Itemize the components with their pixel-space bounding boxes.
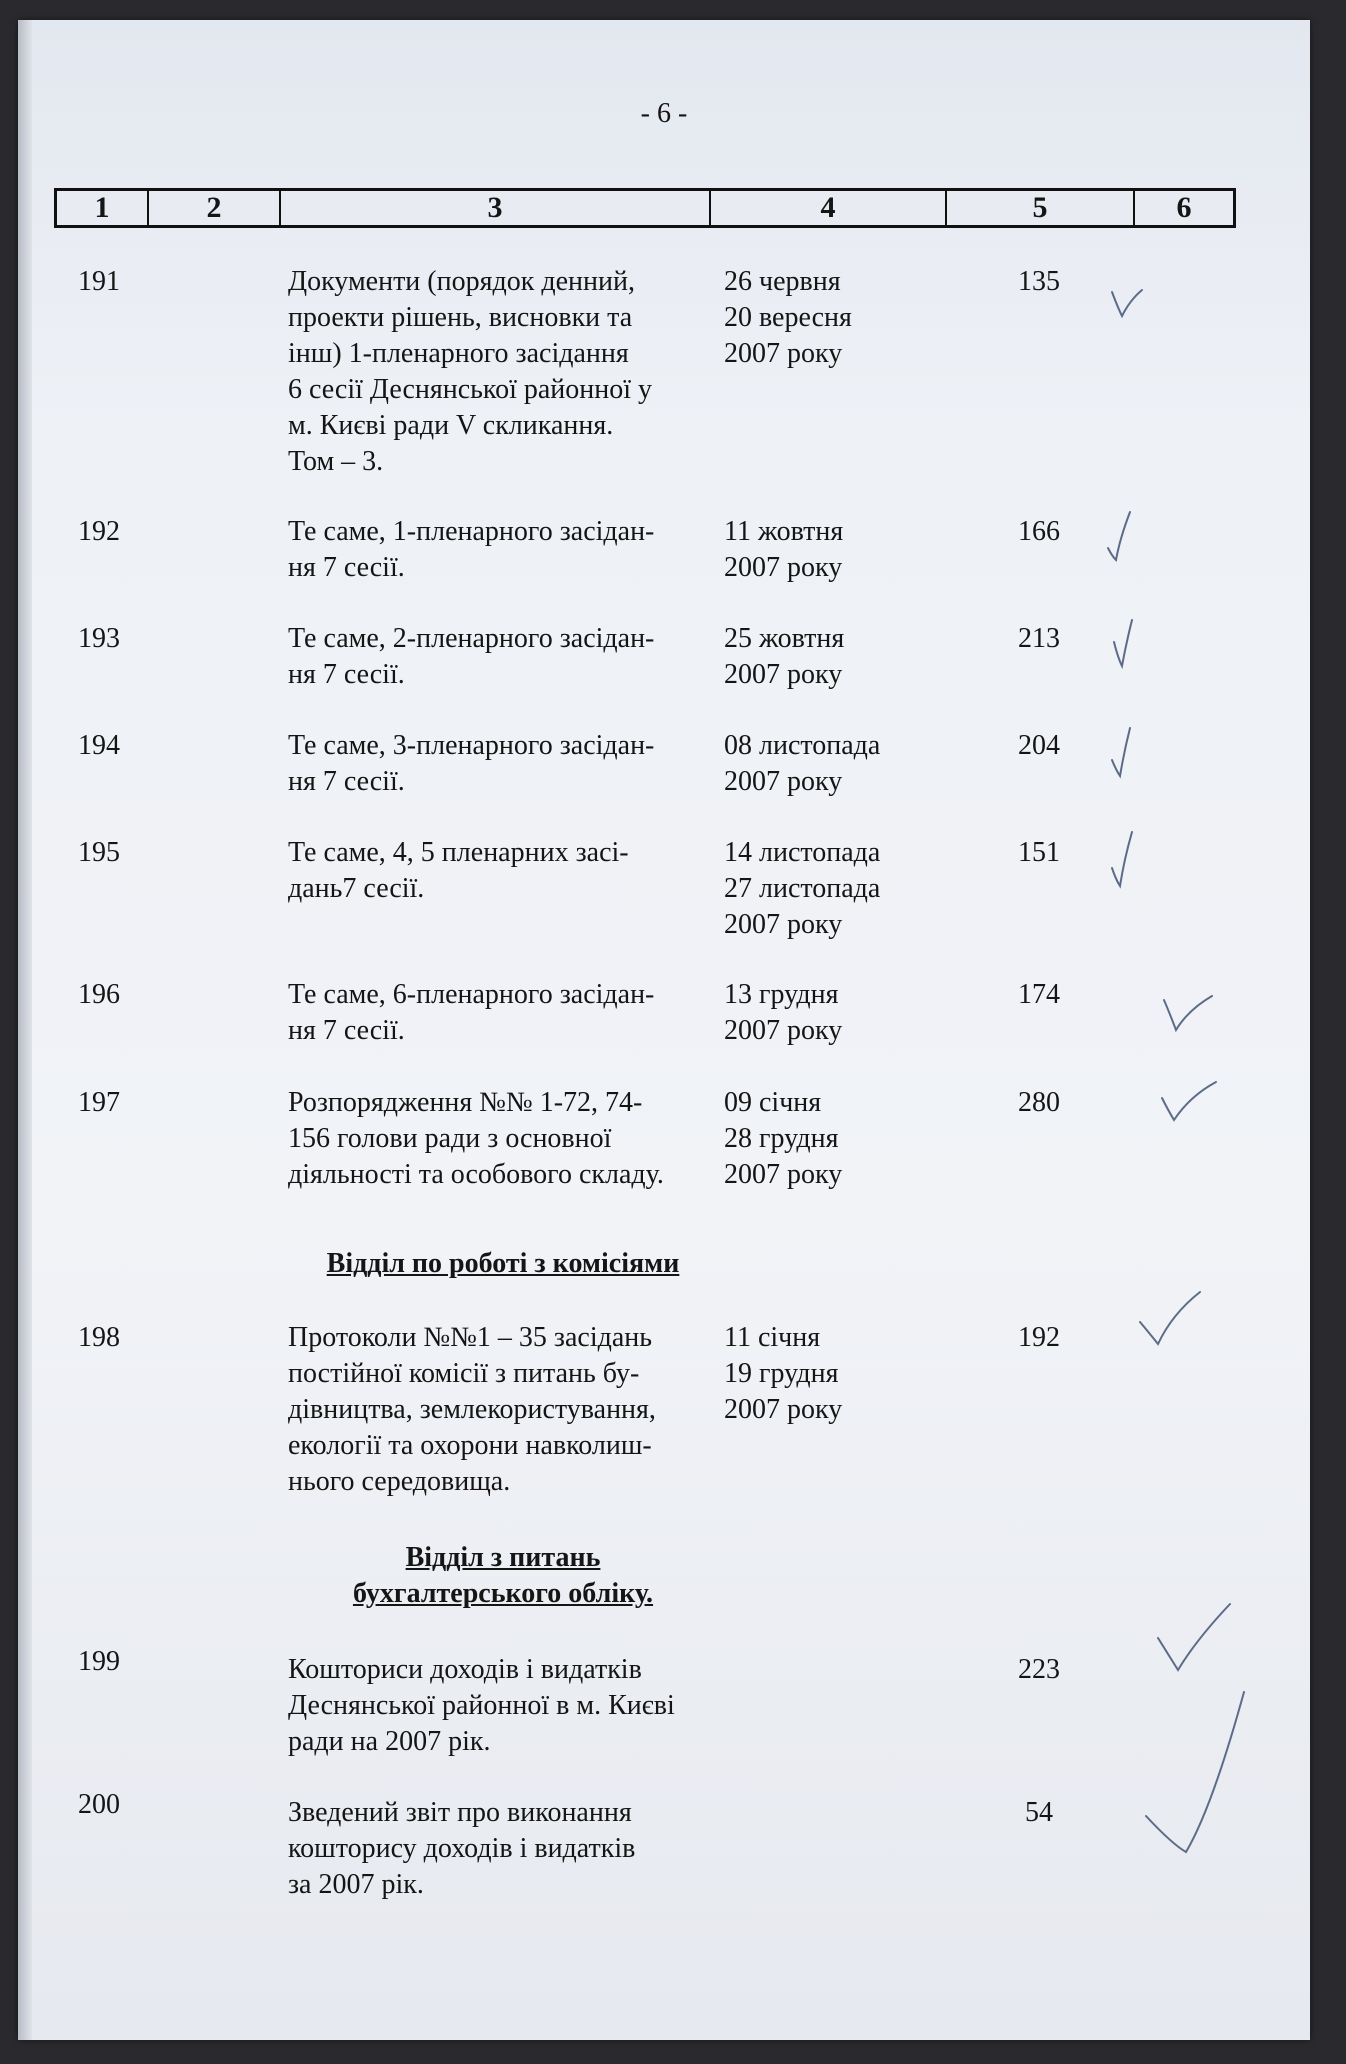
- row-description: Те саме, 6-пленарного засідан- ня 7 сесії.: [288, 979, 655, 1046]
- row-number: 194: [78, 730, 120, 761]
- row-description: Протоколи №№1 – 35 засідань постійної комісії з питань бу- дівництва, землекористування, екології та охорони навколиш- нього середовища.: [288, 1322, 656, 1497]
- page-edge-shadow: [18, 20, 32, 2040]
- checkmark-icon: [1154, 1600, 1236, 1676]
- row-number: 192: [78, 516, 120, 547]
- row-description: Те саме, 3-пленарного засідан- ня 7 сесії.: [288, 730, 655, 797]
- row-number: 196: [78, 979, 120, 1010]
- checkmark-icon: [1110, 616, 1150, 676]
- row-description: Те саме, 2-пленарного засідан- ня 7 сесії.: [288, 623, 655, 690]
- row-dates: 13 грудня 2007 року: [724, 979, 843, 1046]
- checkmark-icon: [1108, 286, 1148, 326]
- checkmark-icon: [1158, 1078, 1222, 1128]
- row-number: 191: [78, 266, 120, 297]
- header-col-6: 6: [1176, 191, 1192, 224]
- header-col-3: 3: [281, 191, 711, 225]
- row-dates: 26 червня 20 вересня 2007 року: [724, 266, 852, 369]
- row-sheet-count: 192: [1018, 1322, 1060, 1353]
- section-heading: Відділ по роботі з комісіями: [326, 1248, 680, 1279]
- header-col-2: 2: [149, 191, 281, 225]
- header-col-1: 1: [57, 191, 149, 225]
- row-description: Зведений звіт про виконання кошторису доходів і видатків за 2007 рік.: [288, 1797, 636, 1900]
- checkmark-icon: [1160, 990, 1220, 1040]
- header-col-4: 4: [711, 191, 947, 225]
- row-dates: 08 листопада 2007 року: [724, 730, 881, 797]
- row-number: 199: [78, 1646, 120, 1677]
- document-page: [18, 20, 1310, 2040]
- row-sheet-count: 280: [1018, 1087, 1060, 1118]
- column-header-table: [54, 188, 1236, 228]
- row-sheet-count: 223: [1018, 1654, 1060, 1685]
- section-heading: Відділ з питань бухгалтерського обліку.: [352, 1542, 654, 1609]
- row-dates: 11 жовтня 2007 року: [724, 516, 844, 583]
- row-dates: 09 січня 28 грудня 2007 року: [724, 1087, 843, 1190]
- row-sheet-count: 54: [1025, 1797, 1053, 1828]
- row-sheet-count: 204: [1018, 730, 1060, 761]
- checkmark-icon: [1108, 828, 1148, 892]
- header-col-5: 5: [947, 191, 1135, 225]
- row-description: Те саме, 4, 5 пленарних засі- дань7 сесії.: [288, 837, 629, 904]
- row-description: Кошториси доходів і видатків Деснянської районної в м. Києві ради на 2007 рік.: [288, 1654, 675, 1757]
- page-number: - 6 -: [640, 98, 688, 129]
- row-dates: 14 листопада 27 листопада 2007 року: [724, 837, 881, 940]
- row-dates: 25 жовтня 2007 року: [724, 623, 845, 690]
- checkmark-icon: [1142, 1688, 1252, 1858]
- checkmark-icon: [1108, 724, 1148, 784]
- checkmark-icon: [1104, 508, 1144, 568]
- row-number: 195: [78, 837, 120, 868]
- row-sheet-count: 166: [1018, 516, 1060, 547]
- row-sheet-count: 174: [1018, 979, 1060, 1010]
- row-description: Те саме, 1-пленарного засідан- ня 7 сесії.: [288, 516, 655, 583]
- row-sheet-count: 213: [1018, 623, 1060, 654]
- row-number: 197: [78, 1087, 120, 1118]
- row-number: 193: [78, 623, 120, 654]
- row-sheet-count: 151: [1018, 837, 1060, 868]
- row-number: 198: [78, 1322, 120, 1353]
- row-dates: 11 січня 19 грудня 2007 року: [724, 1322, 843, 1425]
- row-description: Розпорядження №№ 1-72, 74- 156 голови ради з основної діяльності та особового складу.: [288, 1087, 664, 1190]
- checkmark-icon: [1136, 1288, 1206, 1352]
- row-sheet-count: 135: [1018, 266, 1060, 297]
- row-description: Документи (порядок денний, проекти рішень, висновки та інш) 1-пленарного засідання 6 сесії Деснянської районної у м. Києві ради V скликання. Том – 3.: [288, 266, 653, 477]
- row-number: 200: [78, 1789, 120, 1820]
